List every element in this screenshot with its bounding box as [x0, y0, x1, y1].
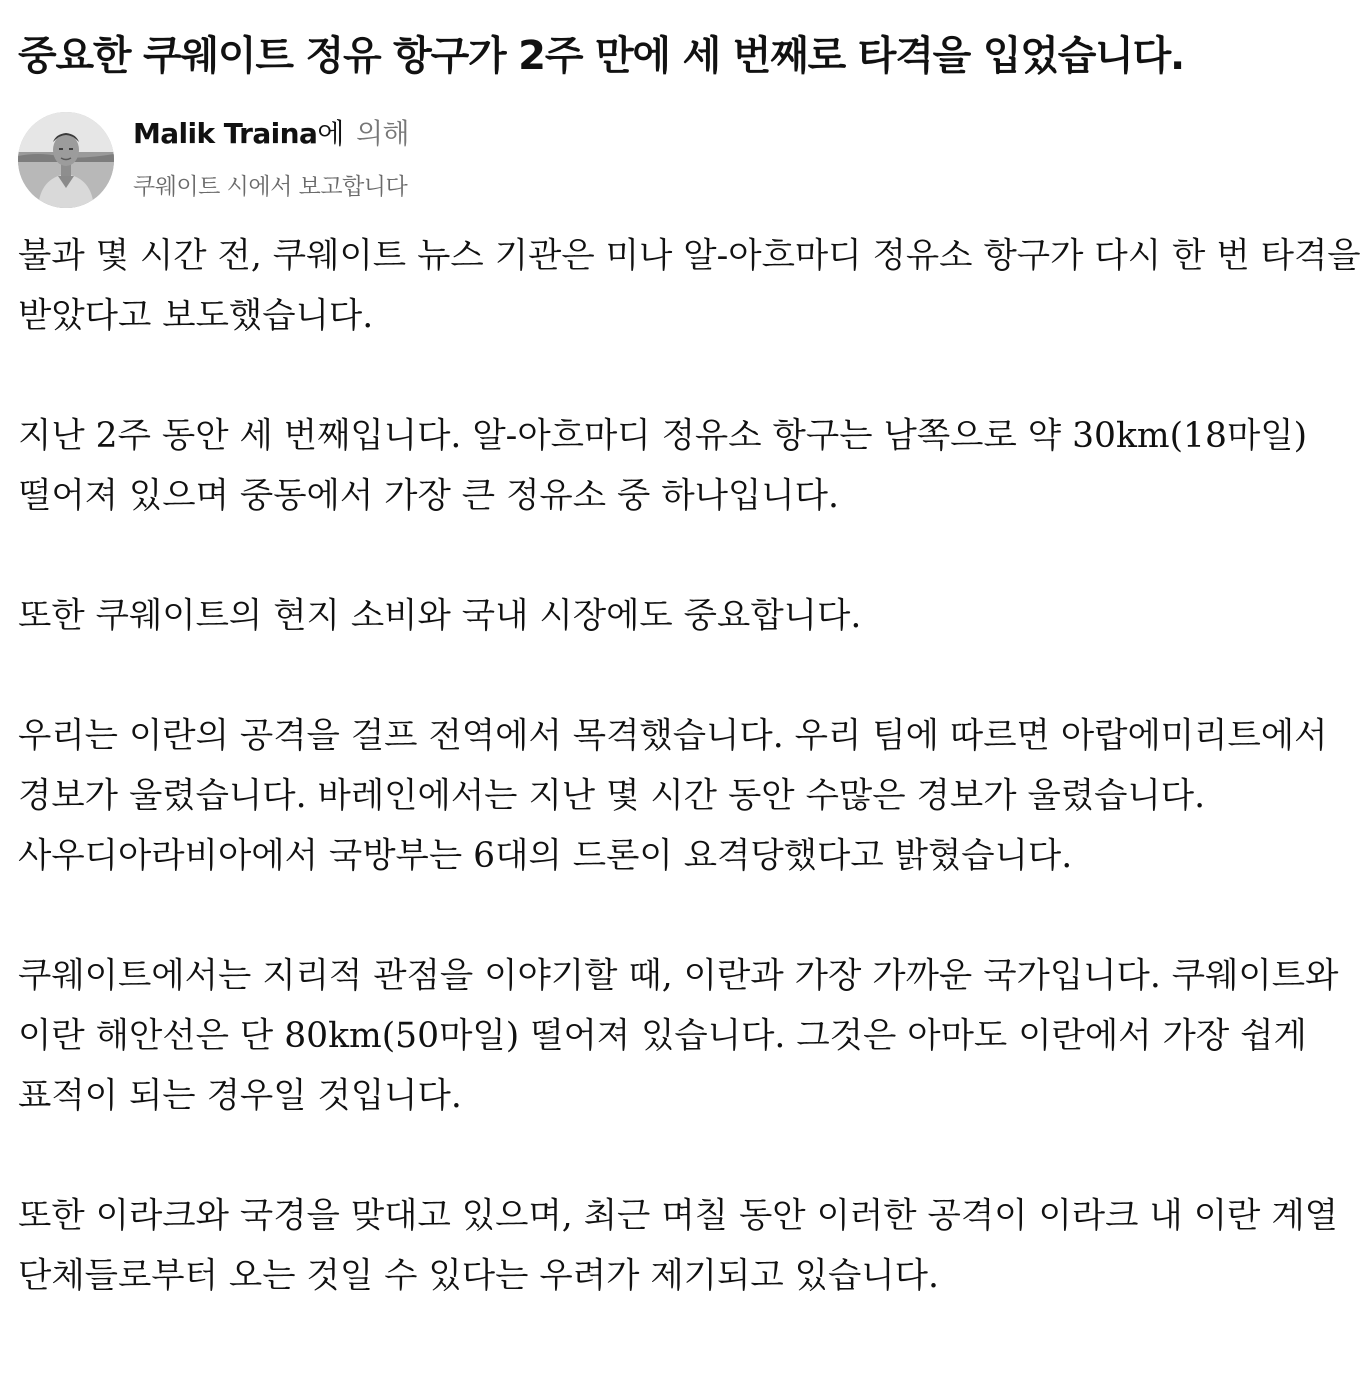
article-body [18, 226, 1364, 1306]
article-paragraph: 우리는 이란의 공격을 걸프 전역에서 목격했습니다. 우리 팀에 따르면 아랍에미리트에서 경보가 울렸습니다. 바레인에서는 지난 몇 시간 동안 수많은 경보가 울렸습니다. 사우디아라비아에서 국방부는 6대의 드론이 요격당했다고 밝혔습니다. [18, 716, 1328, 876]
article-paragraph: 불과 몇 시간 전, 쿠웨이트 뉴스 기관은 미나 알-아흐마디 정유소 항구가 다시 한 번 타격을 받았다고 보도했습니다. [18, 236, 1361, 336]
author-name-link[interactable]: Malik Traina [133, 117, 318, 150]
article-paragraph: 또한 쿠웨이트의 현지 소비와 국내 시장에도 중요합니다. [18, 596, 862, 636]
article [18, 0, 1364, 1306]
by-label: 의해 [356, 117, 409, 150]
byline [18, 104, 1364, 222]
author-line [133, 112, 409, 156]
article-paragraph: 또한 이라크와 국경을 맞대고 있으며, 최근 며칠 동안 이러한 공격이 이라크 내 이란 계열 단체들로부터 오는 것일 수 있다는 우려가 제기되고 있습니다. [18, 1196, 1338, 1296]
report-location: 쿠웨이트 시에서 보고합니다 [133, 174, 408, 200]
article-paragraph: 지난 2주 동안 세 번째입니다. 알-아흐마디 정유소 항구는 남쪽으로 약 30km(18마일) 떨어져 있으며 중동에서 가장 큰 정유소 중 하나입니다. [18, 416, 1308, 516]
author-avatar[interactable] [18, 112, 114, 208]
author-photo [18, 112, 114, 208]
article-headline: 중요한 쿠웨이트 정유 항구가 2주 만에 세 번째로 타격을 입었습니다. [18, 33, 1185, 79]
author-particle: 에 [317, 117, 344, 150]
article-paragraph: 쿠웨이트에서는 지리적 관점을 이야기할 때, 이란과 가장 가까운 국가입니다. 쿠웨이트와 이란 해안선은 단 80km(50마일) 떨어져 있습니다. 그것은 아마도 이란에서 가장 쉽게 표적이 되는 경우일 것입니다. [18, 956, 1339, 1116]
